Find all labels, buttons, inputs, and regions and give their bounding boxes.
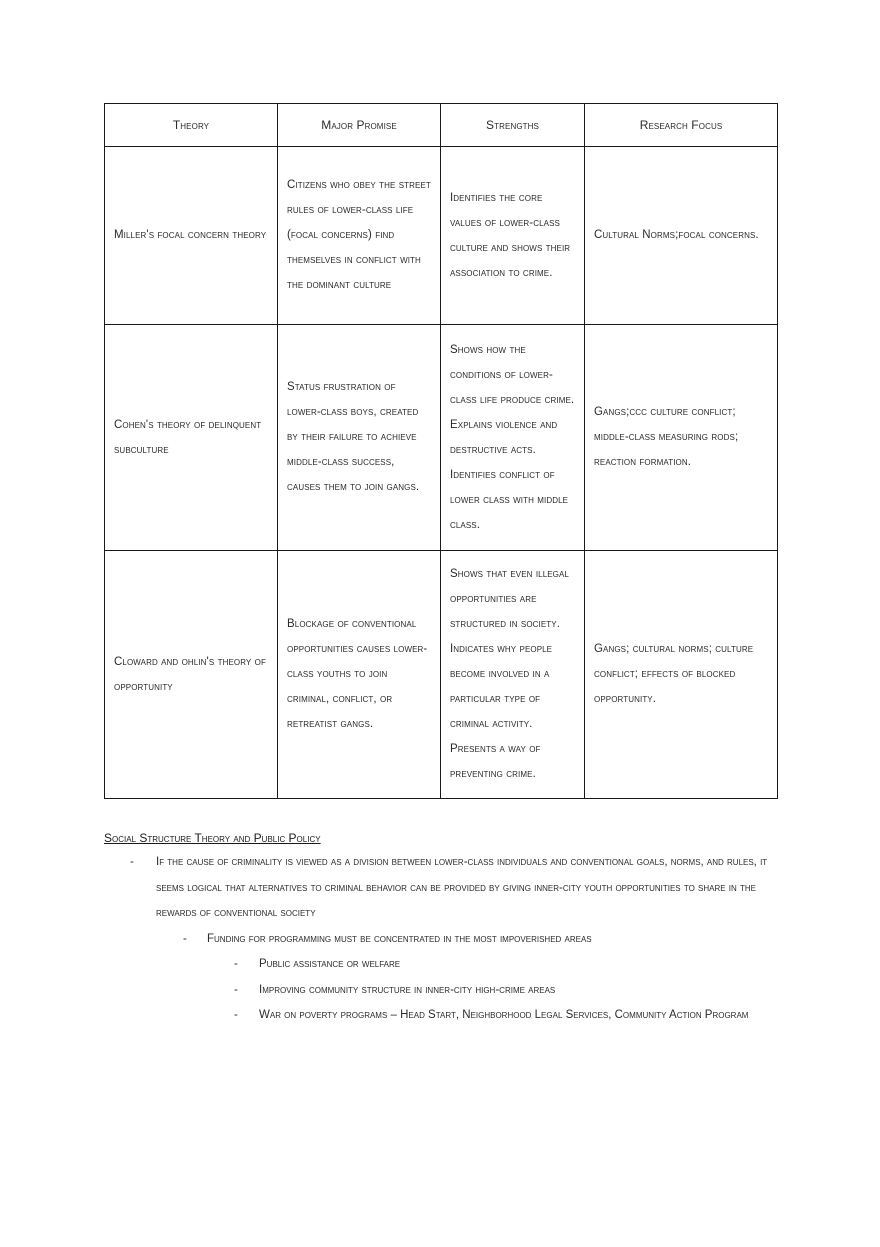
dash-bullet: - bbox=[234, 958, 238, 970]
dash-bullet: - bbox=[183, 932, 187, 945]
theory-comparison-table bbox=[104, 103, 778, 799]
dash-bullet: - bbox=[234, 1009, 238, 1021]
cell-research-focus: Cultural Norms;focal concerns. bbox=[585, 147, 778, 325]
dash-bullet: - bbox=[130, 856, 134, 868]
cell-major-promise: Citizens who obey the street rules of lower-class life (focal concerns) find themselves in conflict with the dominant culture bbox=[278, 147, 441, 325]
list-item bbox=[104, 978, 784, 1004]
cell-theory: Cohen's theory of delinquent subculture bbox=[105, 325, 278, 551]
section-heading: Social Structure Theory and Public Policy bbox=[104, 831, 321, 845]
cell-research-focus: Gangs; cultural norms; culture conflict; effects of blocked opportunity. bbox=[585, 551, 778, 799]
cell-research-focus: Gangs;ccc culture conflict; middle-class measuring rods; reaction formation. bbox=[585, 325, 778, 551]
list-item bbox=[104, 850, 784, 927]
header-theory: Theory bbox=[105, 104, 278, 147]
table-row bbox=[105, 325, 778, 551]
cell-strengths: Shows that even illegal opportunities are structured in society. Indicates why people become involved in a particular type of criminal activity. Presents a way of preventing crime. bbox=[441, 551, 585, 799]
list-item bbox=[104, 927, 784, 953]
bullet-text: War on poverty programs – Head Start, Neighborhood Legal Services, Community Action Program bbox=[259, 1009, 749, 1021]
nested-bullet-list bbox=[104, 927, 784, 953]
cell-theory: Cloward and ohlin's theory of opportunity bbox=[105, 551, 278, 799]
cell-major-promise: Blockage of conventional opportunities causes lower-class youths to join criminal, conflict, or retreatist gangs. bbox=[278, 551, 441, 799]
bullet-text: Funding for programming must be concentrated in the most impoverished areas bbox=[207, 932, 592, 945]
public-policy-section bbox=[104, 828, 784, 1029]
dash-bullet: - bbox=[234, 983, 238, 996]
bullet-text: Public assistance or welfare bbox=[259, 958, 401, 970]
cell-strengths: Identifies the core values of lower-class culture and shows their association to crime. bbox=[441, 147, 585, 325]
table-row bbox=[105, 551, 778, 799]
bullet-list bbox=[104, 850, 784, 927]
sub-bullet-list bbox=[104, 952, 784, 1029]
header-strengths: Strengths bbox=[441, 104, 585, 147]
list-item bbox=[104, 952, 784, 978]
table-header-row bbox=[105, 104, 778, 147]
cell-strengths: Shows how the conditions of lower-class life produce crime. Explains violence and destructive acts. Identifies conflict of lower class with middle class. bbox=[441, 325, 585, 551]
header-major-promise: Major Promise bbox=[278, 104, 441, 147]
table-row bbox=[105, 147, 778, 325]
header-research-focus: Research Focus bbox=[585, 104, 778, 147]
cell-major-promise: Status frustration of lower-class boys, created by their failure to achieve middle-class success, causes them to join gangs. bbox=[278, 325, 441, 551]
bullet-text: If the cause of criminality is viewed as a division between lower-class individuals and conventional goals, norms, and rules, it seems logical that alternatives to criminal behavior can be provided by giving inner-city youth opportunities to share in the rewards of conventional society bbox=[156, 856, 768, 919]
list-item bbox=[104, 1003, 784, 1029]
cell-theory: Miller's focal concern theory bbox=[105, 147, 278, 325]
bullet-text: Improving community structure in inner-city high-crime areas bbox=[259, 983, 556, 996]
